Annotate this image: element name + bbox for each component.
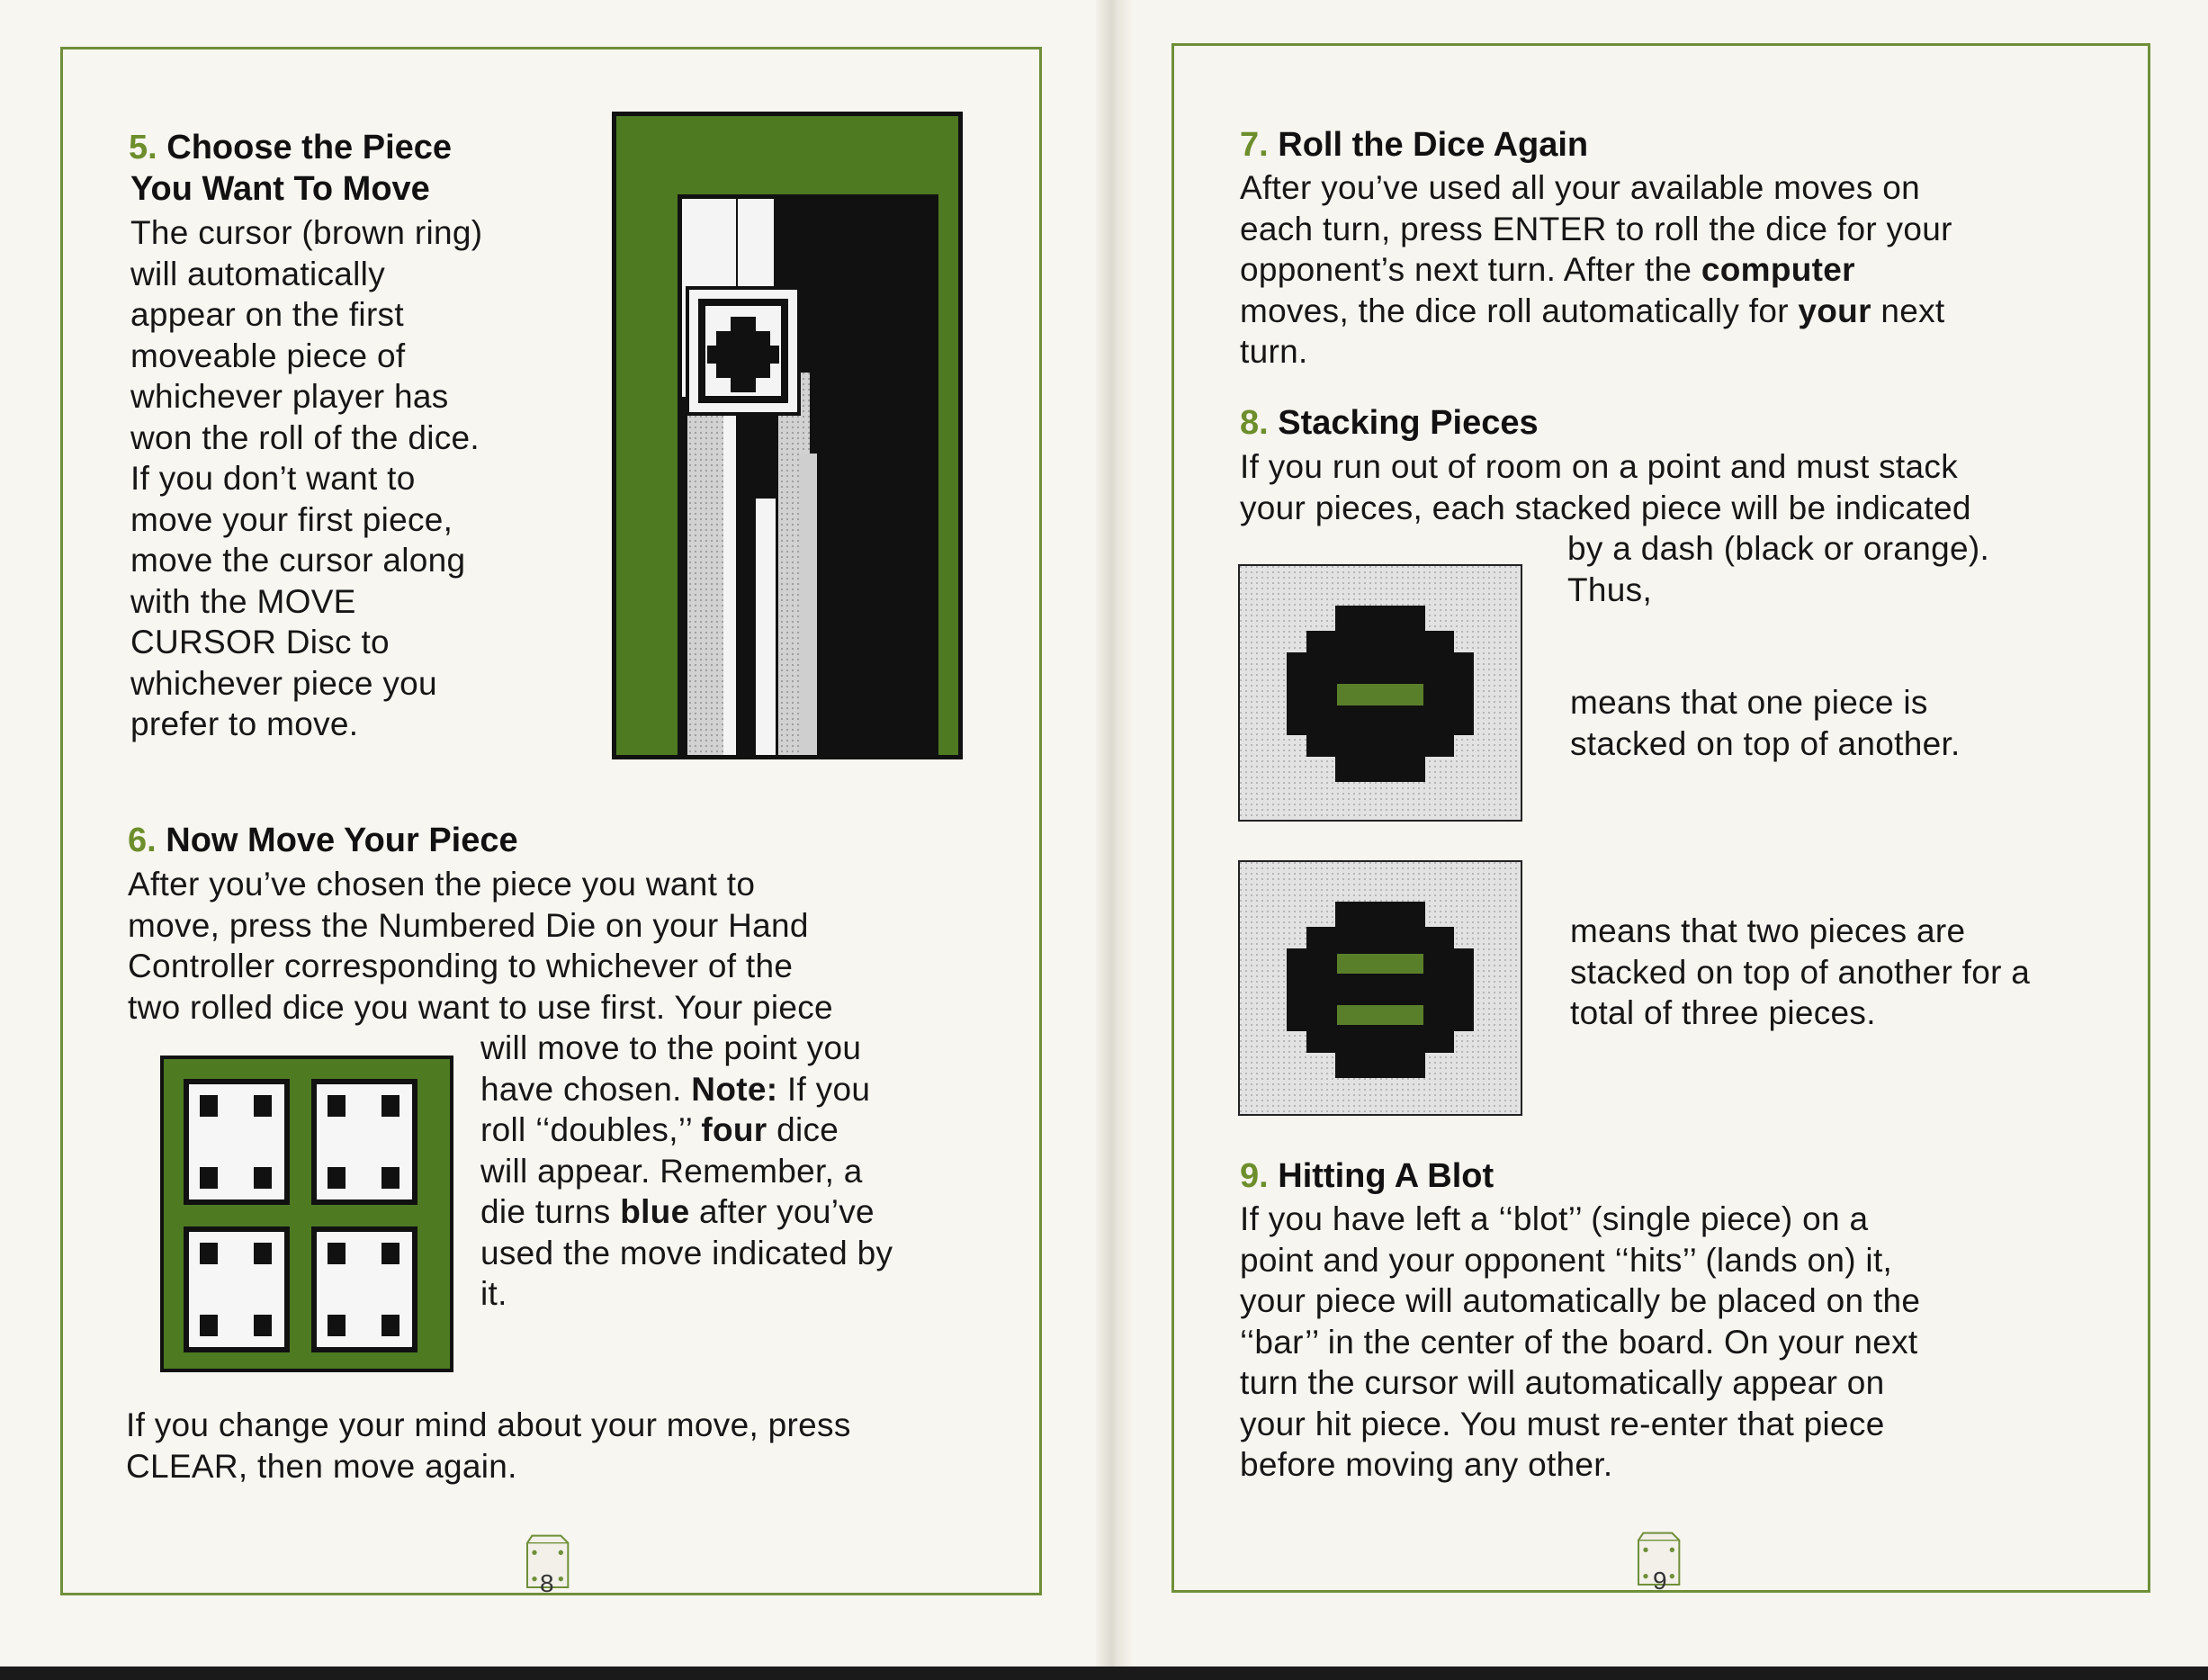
example1-text (1570, 682, 1961, 764)
text-run: dice (767, 1111, 839, 1148)
step9-line: If you have left a ‘‘blot’’ (single piece) on a (1240, 1200, 1869, 1237)
step9-body (1240, 1199, 1920, 1486)
text-run: moves, the dice roll automatically for (1240, 292, 1799, 329)
step7-body (1240, 167, 1952, 373)
step5-number: 5. (129, 129, 157, 166)
step8-side-line: by a dash (black or orange). (1567, 530, 1990, 567)
step7-number: 7. (1240, 126, 1269, 164)
example2-line: means that two pieces are (1570, 912, 1966, 949)
step8-line: If you run out of room on a point and must stack (1240, 448, 1958, 485)
step6-title: Now Move Your Piece (166, 822, 518, 859)
example1-line: means that one piece is (1570, 684, 1928, 721)
step5-line: move your first piece, (130, 500, 453, 538)
step5-title-line1: Choose the Piece (166, 129, 453, 166)
step5-line: CURSOR Disc to (130, 624, 390, 660)
page-number-right: 9 (1653, 1567, 1667, 1595)
book-gutter (1096, 0, 1132, 1680)
text-run: If you (777, 1070, 871, 1108)
game-piece-icon (1287, 902, 1474, 1078)
text-run: opponent’s next turn. After the (1240, 251, 1701, 288)
step9-line: your piece will automatically be placed on the (1240, 1282, 1921, 1319)
step8-side-line: Thus, (1567, 570, 1653, 608)
step8-line: your pieces, each stacked piece will be indicated (1240, 489, 1971, 526)
your-bold: your (1798, 292, 1871, 329)
die-icon (311, 1079, 417, 1205)
step9-heading (1240, 1155, 1494, 1197)
two-dash-piece-illustration (1238, 860, 1522, 1116)
step9-line: point and your opponent ‘‘hits’’ (lands on) it, (1240, 1241, 1893, 1279)
step7-title: Roll the Dice Again (1278, 126, 1589, 164)
step8-heading (1240, 402, 1539, 444)
die-icon (311, 1226, 417, 1352)
step6-line: After you’ve chosen the piece you want to (128, 866, 756, 903)
cursor-ring-icon (687, 288, 799, 414)
die-icon (184, 1079, 290, 1205)
step7-line (1240, 291, 1952, 332)
step6-side-line: will move to the point you (480, 1029, 862, 1066)
step6-side-line (480, 1110, 893, 1151)
step7-line (1240, 249, 1952, 291)
step5-line: prefer to move. (130, 705, 359, 742)
step5-line: If you don’t want to (130, 460, 416, 497)
step5-line: moveable piece of (130, 337, 406, 374)
step6-line: two rolled dice you want to use first. Your piece (128, 988, 833, 1026)
step6-side-line: used the move indicated by (480, 1234, 893, 1271)
step5-line: will automatically (130, 255, 385, 292)
step6-number: 6. (128, 822, 157, 859)
example2-line: total of three pieces. (1570, 994, 1876, 1031)
example2-line: stacked on top of another for a (1570, 953, 2031, 991)
step6-body (128, 864, 833, 1028)
step9-line: ‘‘bar’’ in the center of the board. On your next (1240, 1323, 1918, 1361)
step9-title: Hitting A Blot (1278, 1157, 1494, 1195)
step6-side-line: will appear. Remember, a (480, 1152, 863, 1190)
step8-side-text (1567, 528, 1989, 610)
text-run: have chosen. (480, 1070, 692, 1108)
step5-heading (129, 127, 452, 168)
text-run: roll ‘‘doubles,’’ (480, 1111, 702, 1148)
note-bold: Note: (691, 1070, 778, 1108)
step6-line: Controller corresponding to whichever of the (128, 948, 794, 984)
example1-line: stacked on top of another. (1570, 724, 1961, 762)
step9-line: your hit piece. You must re-enter that piece (1240, 1405, 1885, 1442)
step5-line: The cursor (brown ring) (130, 214, 483, 251)
step5-title-line2: You Want To Move (130, 170, 430, 208)
step6-side-body (480, 1028, 893, 1315)
step6-side-line: it. (480, 1275, 507, 1312)
step6-closing-line: If you change your mind about your move, press (126, 1406, 851, 1443)
step8-body (1240, 446, 1971, 528)
step7-line: each turn, press ENTER to roll the dice for your (1240, 210, 1952, 247)
step5-line: move the cursor along (130, 542, 466, 579)
step7-heading (1240, 124, 1588, 166)
step6-closing-line: CLEAR, then move again. (126, 1447, 517, 1485)
step5-line: appear on the first (130, 296, 404, 333)
step9-line: before moving any other. (1240, 1446, 1613, 1483)
computer-bold: computer (1701, 251, 1855, 288)
four-dice-illustration (160, 1056, 453, 1372)
die-icon (184, 1226, 290, 1352)
text-run: after you’ve (689, 1193, 875, 1230)
game-piece-icon (1287, 606, 1474, 782)
page-bottom-edge (0, 1667, 2208, 1680)
cursor-board-illustration (612, 112, 963, 759)
step5-line: with the MOVE (130, 582, 356, 620)
step6-closing (126, 1405, 851, 1487)
step8-number: 8. (1240, 404, 1269, 442)
one-dash-piece-illustration (1238, 564, 1522, 822)
page-number-left: 8 (540, 1569, 554, 1597)
step6-line: move, press the Numbered Die on your Hand (128, 906, 809, 944)
step5-body (130, 212, 482, 745)
step7-line: After you’ve used all your available moves on (1240, 169, 1920, 206)
step6-side-line (480, 1191, 893, 1233)
blue-bold: blue (620, 1193, 690, 1230)
step9-number: 9. (1240, 1157, 1269, 1195)
step8-title: Stacking Pieces (1278, 404, 1539, 442)
step6-heading (128, 820, 518, 861)
step9-line: turn the cursor will automatically appear on (1240, 1364, 1885, 1401)
step5-line: whichever piece you (130, 664, 437, 702)
example2-text (1570, 911, 2030, 1034)
text-run: next (1871, 292, 1945, 329)
step5-line: won the roll of the dice. (130, 418, 480, 456)
step5-line: whichever player has (130, 378, 449, 415)
four-bold: four (701, 1111, 767, 1148)
text-run: die turns (480, 1193, 621, 1230)
step7-line: turn. (1240, 333, 1308, 370)
step6-side-line (480, 1069, 893, 1110)
